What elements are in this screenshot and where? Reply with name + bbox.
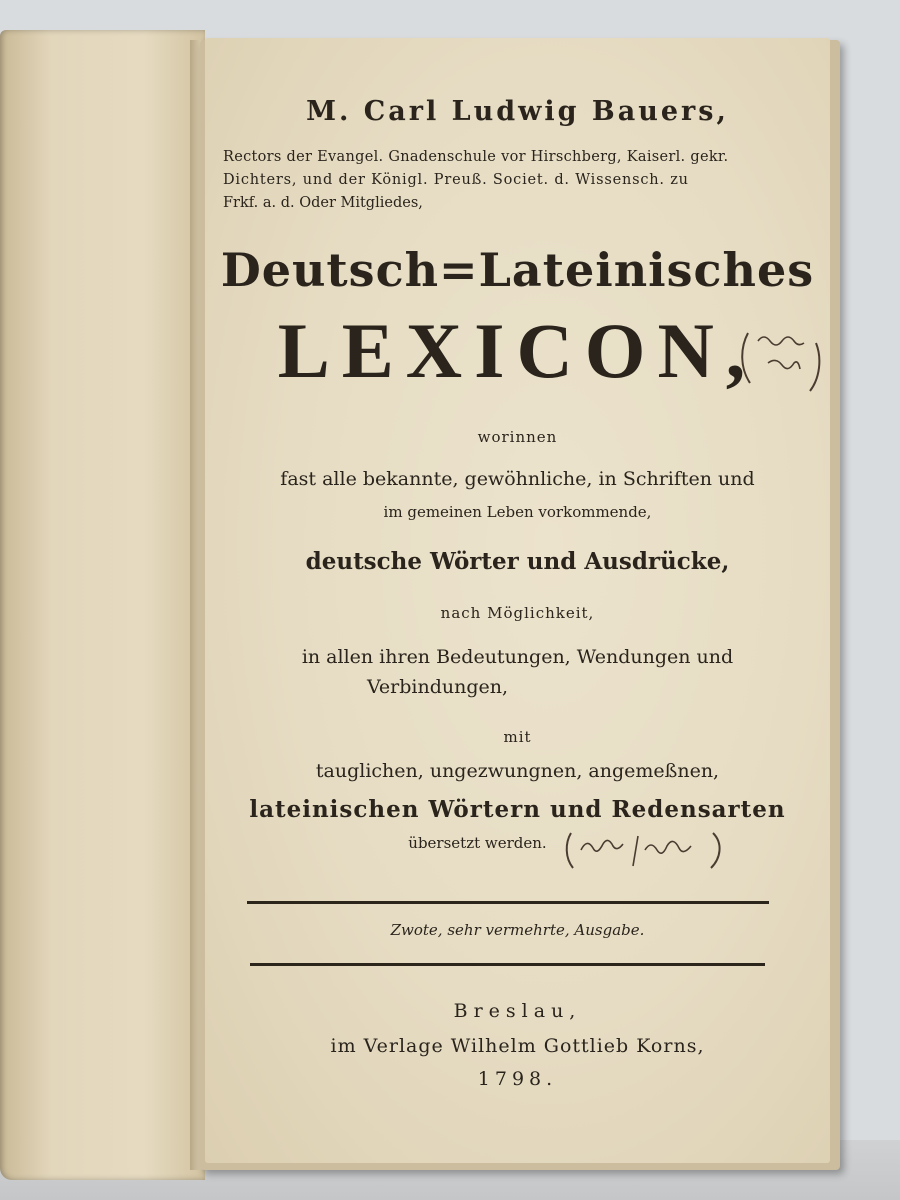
subtitle-line-3: deutsche Wörter und Ausdrücke, [305,548,730,575]
author-credential-3: Frkf. a. d. Oder Mitgliedes, [223,195,423,211]
subtitle-line-2: im gemeinen Leben vorkommende, [383,503,652,521]
subtitle-line-6: Verbindungen, [366,676,509,698]
subtitle-worinnen: worinnen [477,428,558,446]
subtitle-line-1: fast alle bekannte, gewöhnliche, in Schriften und [280,468,755,490]
handwritten-annotation-title [738,323,823,398]
imprint-publisher: im Verlage Wilhelm Gottlieb Korns, [330,1035,705,1057]
left-page [0,30,205,1180]
title-page [205,38,830,1163]
rule-top [247,901,769,904]
edition: Zwote, sehr vermehrte, Ausgabe. [390,921,645,939]
subtitle-mit: mit [503,728,532,746]
author-credential-2: Dichters, und der Königl. Preuß. Societ. d. Wissensch. zu [223,172,689,188]
handwritten-annotation-bottom [563,828,728,873]
subtitle-line-9: übersetzt werden. [408,834,547,852]
subtitle-line-8: lateinischen Wörtern und Redensarten [249,796,786,823]
imprint-year: 1798. [477,1068,558,1090]
subtitle-line-7: tauglichen, ungezwungnen, angemeßnen, [315,760,720,782]
rule-bottom [250,963,765,966]
title-line-1: Deutsch=Lateinisches [220,243,815,297]
imprint-place: Breslau, [453,1000,582,1022]
subtitle-line-5: in allen ihren Bedeutungen, Wendungen und [301,646,734,668]
subtitle-line-4: nach Möglichkeit, [440,604,595,622]
title-line-2: LEXICON, [277,307,758,394]
author-credential-1: Rectors der Evangel. Gnadenschule vor Hirschberg, Kaiserl. gekr. [223,149,729,165]
author-name: M. Carl Ludwig Bauers, [306,96,729,127]
